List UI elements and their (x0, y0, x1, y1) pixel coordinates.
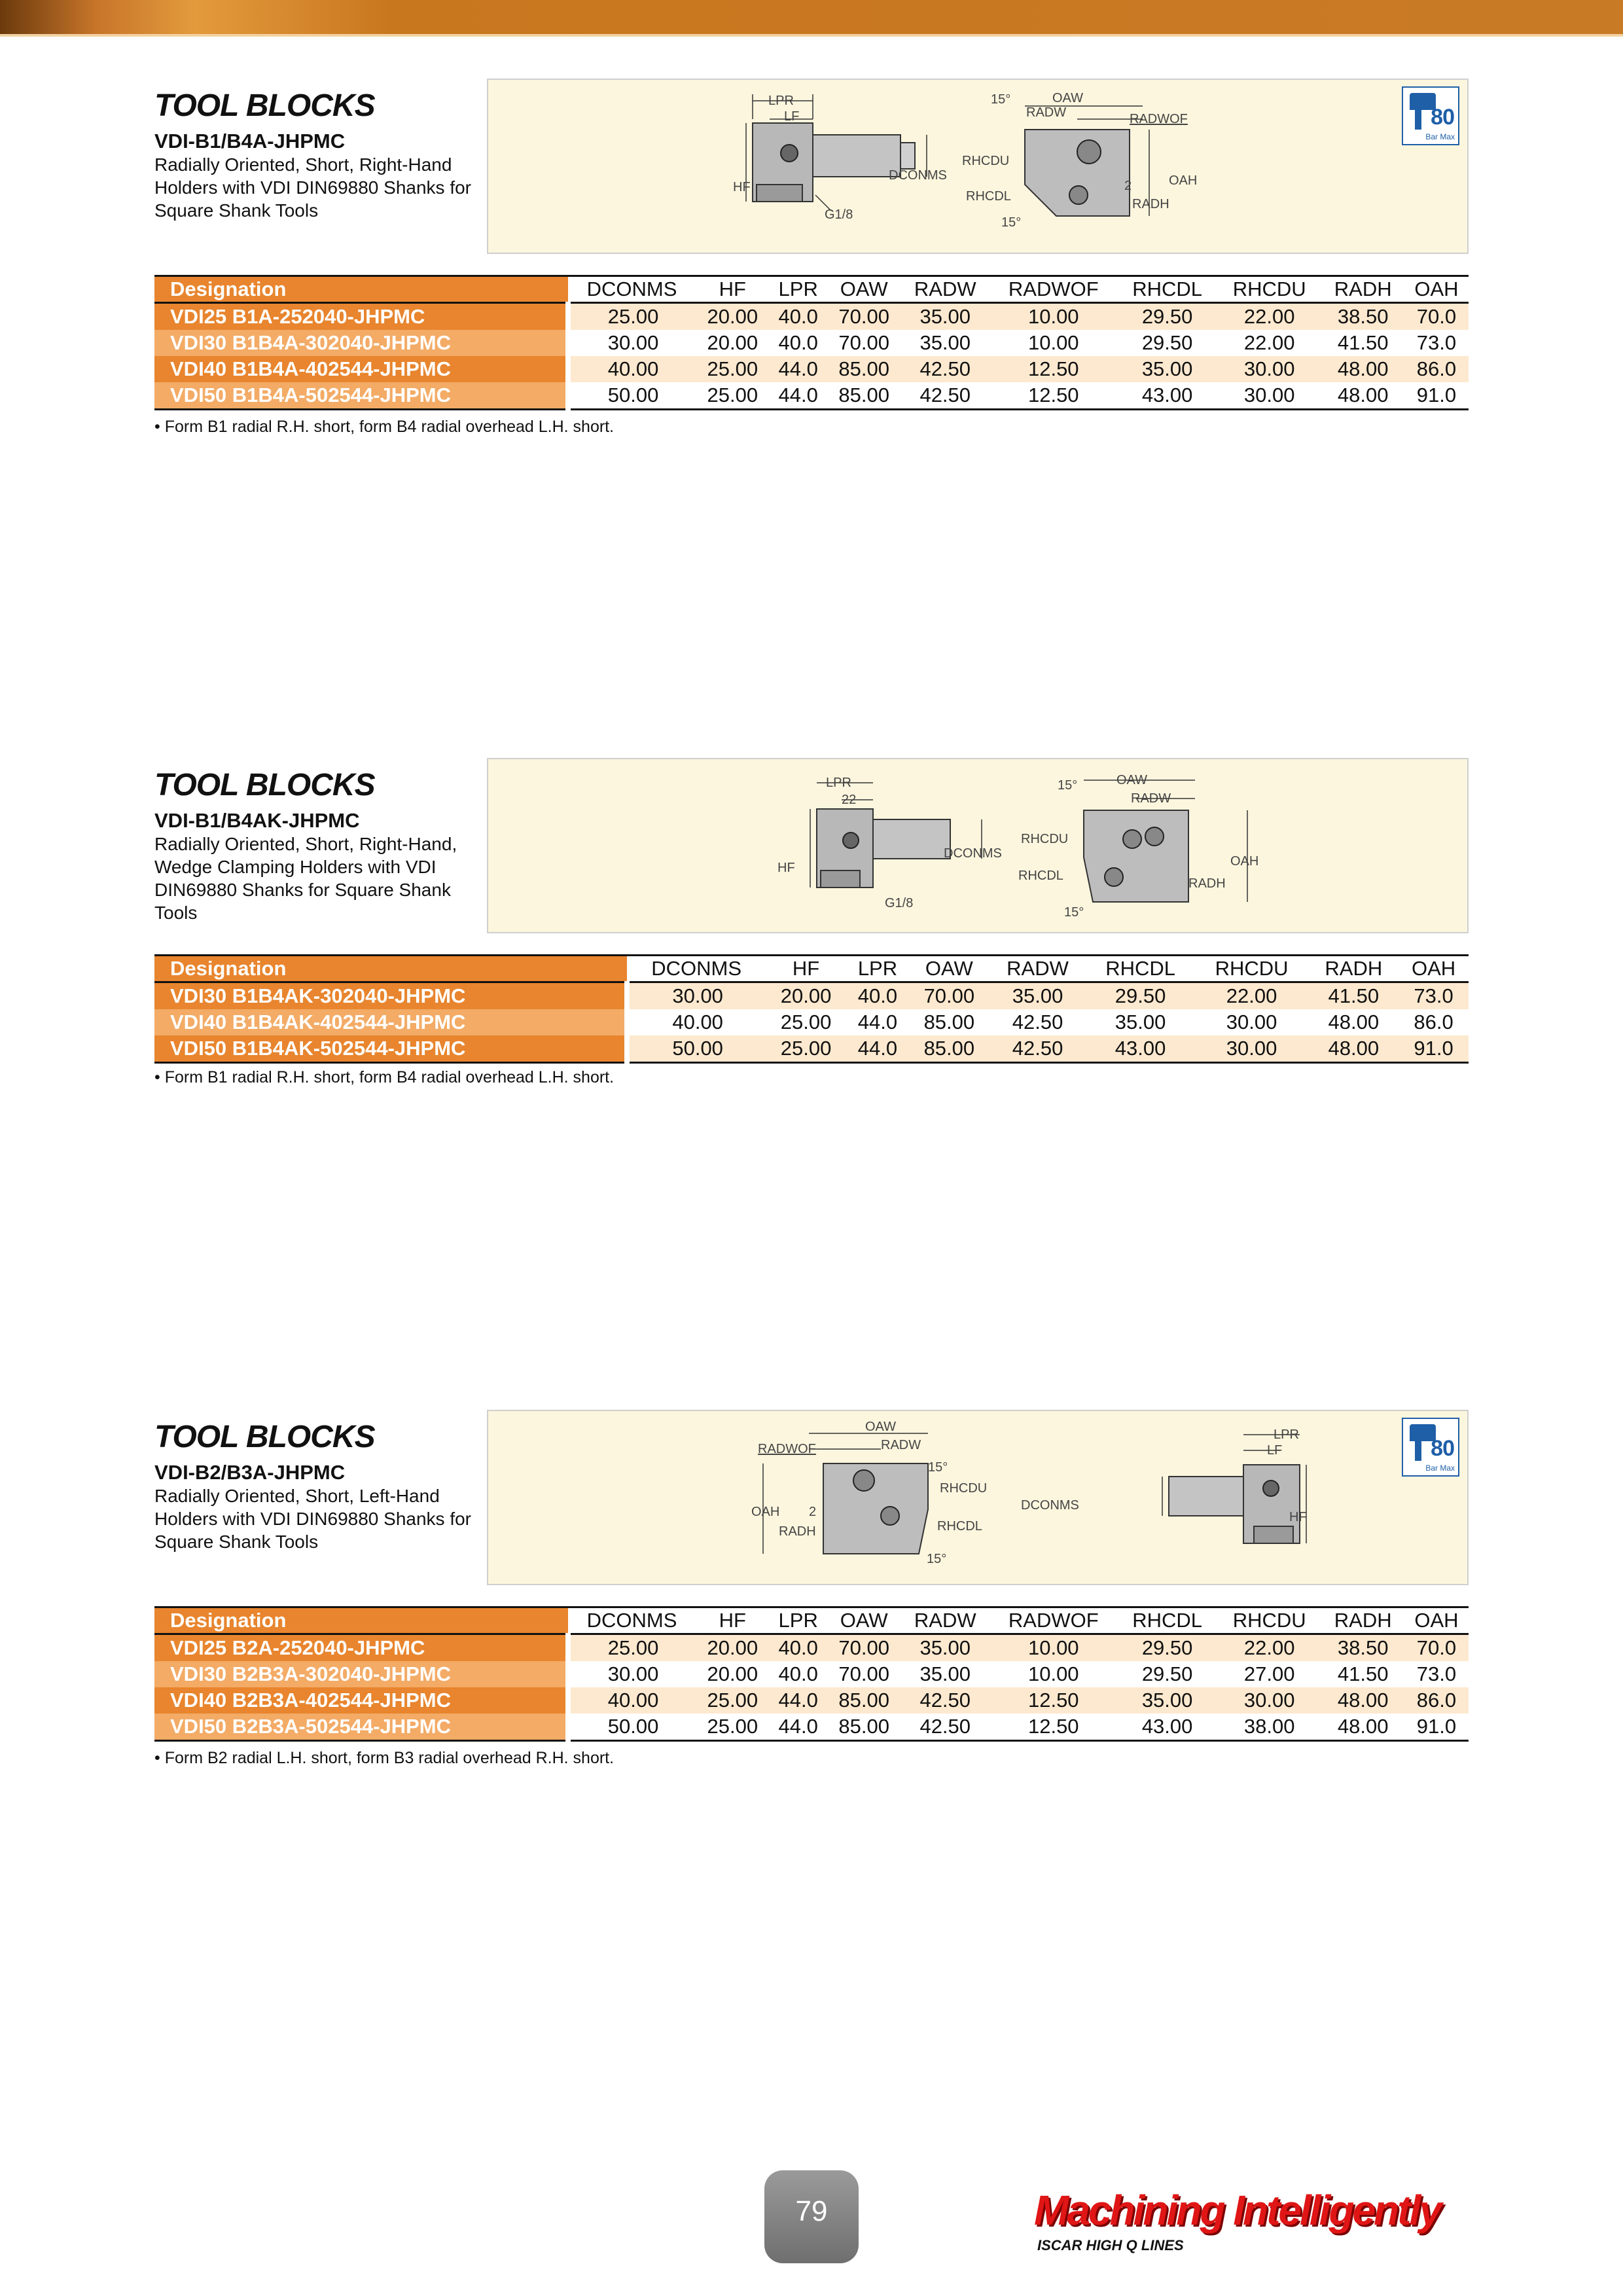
section-title: TOOL BLOCKS (154, 768, 375, 802)
column-header: RADWOF (990, 276, 1117, 303)
designation-cell: VDI50 B1B4AK-502544-JHPMC (154, 1035, 627, 1063)
designation-cell: VDI30 B2B3A-302040-JHPMC (154, 1661, 568, 1687)
dim-label: OAH (751, 1505, 780, 1519)
dim-label: 2 (1124, 179, 1132, 193)
value-cell: 44.0 (846, 1035, 909, 1063)
value-cell: 22.00 (1217, 1634, 1322, 1662)
value-cell: 22.00 (1217, 303, 1322, 331)
table-row (154, 1713, 1469, 1741)
section-description: Radially Oriented, Short, Left-Hand Holders with VDI DIN69880 Shanks for Square Shank Tools (154, 1486, 471, 1552)
column-header: LPR (846, 956, 909, 982)
designation-cell: VDI30 B1B4A-302040-JHPMC (154, 330, 568, 356)
value-cell: 43.00 (1117, 382, 1217, 410)
table-header-row (154, 1607, 1469, 1634)
coolant-pressure-badge (1402, 1418, 1459, 1477)
dim-label: G1/8 (885, 896, 914, 910)
value-cell: 35.00 (1086, 1009, 1195, 1035)
dim-label: LPR (1274, 1427, 1299, 1442)
value-cell: 30.00 (1217, 356, 1322, 382)
table-footnote: • Form B1 radial R.H. short, form B4 radial overhead L.H. short. (154, 1068, 615, 1086)
dim-label: HF (777, 861, 795, 875)
table-row (154, 330, 1469, 356)
dim-label: 15° (991, 92, 1011, 107)
coolant-pressure-badge (1402, 86, 1459, 145)
table-row (154, 1009, 1469, 1035)
value-cell: 30.00 (1195, 1009, 1309, 1035)
coolant-drop-icon (1415, 110, 1421, 130)
column-header: HF (766, 956, 846, 982)
column-header: RHCDL (1117, 276, 1217, 303)
value-cell: 20.00 (696, 303, 769, 331)
value-cell: 40.0 (769, 330, 827, 356)
section-title: TOOL BLOCKS (154, 1420, 375, 1454)
value-cell: 50.00 (568, 382, 696, 410)
dim-label: DCONMS (889, 168, 947, 183)
dim-label: HF (1289, 1510, 1307, 1524)
header-band-shadow (0, 34, 1623, 37)
dim-label: RHCDL (1018, 869, 1063, 883)
dim-label: OAH (1230, 854, 1259, 869)
spec-table (154, 1606, 1469, 1742)
designation-cell: VDI50 B2B3A-502544-JHPMC (154, 1713, 568, 1741)
value-cell: 10.00 (990, 303, 1117, 331)
value-cell: 42.50 (901, 382, 990, 410)
table-row (154, 356, 1469, 382)
dim-label: 22 (842, 793, 857, 807)
value-cell: 85.00 (909, 1009, 989, 1035)
value-cell: 40.0 (769, 1634, 827, 1662)
value-cell: 25.00 (696, 1687, 769, 1713)
value-cell: 86.0 (1404, 356, 1469, 382)
value-cell: 40.0 (769, 1661, 827, 1687)
value-cell: 70.00 (827, 1634, 901, 1662)
value-cell: 30.00 (627, 982, 766, 1010)
value-cell: 48.00 (1321, 1713, 1404, 1741)
value-cell: 41.50 (1308, 982, 1399, 1010)
technical-drawing (487, 1410, 1469, 1585)
dim-label: RHCDL (966, 189, 1011, 204)
value-cell: 12.50 (990, 1687, 1117, 1713)
value-cell: 48.00 (1321, 382, 1404, 410)
value-cell: 12.50 (990, 382, 1117, 410)
column-header: RADH (1321, 1607, 1404, 1634)
column-header: RADH (1308, 956, 1399, 982)
value-cell: 35.00 (990, 982, 1086, 1010)
section-description: Radially Oriented, Short, Right-Hand Holders with VDI DIN69880 Shanks for Square Shank Tools (154, 154, 471, 221)
table-footnote: • Form B2 radial L.H. short, form B3 radial overhead R.H. short. (154, 1749, 615, 1767)
dim-label: OAH (1169, 173, 1198, 188)
value-cell: 70.00 (827, 330, 901, 356)
value-cell: 27.00 (1217, 1661, 1322, 1687)
spec-table (154, 275, 1469, 410)
dim-label: OAW (1052, 91, 1084, 105)
value-cell: 35.00 (1117, 356, 1217, 382)
value-cell: 44.0 (769, 1713, 827, 1741)
value-cell: 91.0 (1404, 382, 1469, 410)
dim-label: RADW (1131, 791, 1171, 806)
column-header: RHCDL (1117, 1607, 1217, 1634)
column-header: DCONMS (568, 276, 696, 303)
column-header: DCONMS (627, 956, 766, 982)
value-cell: 40.00 (568, 356, 696, 382)
value-cell: 70.0 (1404, 1634, 1469, 1662)
value-cell: 25.00 (696, 382, 769, 410)
value-cell: 41.50 (1321, 330, 1404, 356)
value-cell: 50.00 (627, 1035, 766, 1063)
table-row (154, 303, 1469, 331)
column-header: RADW (901, 1607, 990, 1634)
column-header: RADWOF (990, 1607, 1117, 1634)
value-cell: 85.00 (909, 1035, 989, 1063)
dim-label: OAW (865, 1420, 897, 1434)
value-cell: 35.00 (901, 1634, 990, 1662)
value-cell: 25.00 (696, 1713, 769, 1741)
value-cell: 20.00 (696, 1634, 769, 1662)
value-cell: 29.50 (1117, 1661, 1217, 1687)
dim-label: LPR (768, 94, 794, 108)
value-cell: 20.00 (696, 330, 769, 356)
value-cell: 48.00 (1321, 356, 1404, 382)
value-cell: 22.00 (1195, 982, 1309, 1010)
value-cell: 85.00 (827, 1713, 901, 1741)
dim-label: DCONMS (944, 846, 1002, 861)
value-cell: 35.00 (901, 330, 990, 356)
value-cell: 42.50 (990, 1035, 1086, 1063)
value-cell: 30.00 (1195, 1035, 1309, 1063)
coolant-drop-icon (1415, 1441, 1421, 1461)
value-cell: 73.0 (1404, 1661, 1469, 1687)
column-header: HF (696, 276, 769, 303)
side-view-drawing (1021, 1427, 1307, 1543)
value-cell: 30.00 (1217, 382, 1322, 410)
value-cell: 38.50 (1321, 1634, 1404, 1662)
side-view-drawing (733, 94, 947, 222)
value-cell: 22.00 (1217, 330, 1322, 356)
value-cell: 35.00 (901, 1661, 990, 1687)
value-cell: 20.00 (766, 982, 846, 1010)
dim-label: RHCDU (940, 1481, 988, 1496)
header-band (0, 0, 1623, 34)
value-cell: 73.0 (1404, 330, 1469, 356)
page-number: 79 (764, 2170, 859, 2263)
value-cell: 20.00 (696, 1661, 769, 1687)
dim-label: RADH (1132, 197, 1169, 211)
value-cell: 73.0 (1399, 982, 1469, 1010)
column-header: OAH (1404, 1607, 1469, 1634)
value-cell: 40.0 (846, 982, 909, 1010)
column-header: DCONMS (568, 1607, 696, 1634)
dim-label: LPR (826, 776, 851, 790)
value-cell: 85.00 (827, 382, 901, 410)
technical-drawing (487, 758, 1469, 933)
value-cell: 42.50 (901, 356, 990, 382)
dim-label: RADWOF (1130, 112, 1188, 126)
value-cell: 25.00 (696, 356, 769, 382)
value-cell: 35.00 (1117, 1687, 1217, 1713)
column-header: RADW (990, 956, 1086, 982)
value-cell: 12.50 (990, 356, 1117, 382)
dim-label: OAW (1116, 773, 1148, 787)
value-cell: 85.00 (827, 356, 901, 382)
column-header: RHCDU (1217, 1607, 1322, 1634)
value-cell: 35.00 (901, 303, 990, 331)
column-header: Designation (154, 956, 627, 982)
badge-unit: Bar Max (1425, 1463, 1455, 1473)
value-cell: 29.50 (1086, 982, 1195, 1010)
dim-label: 15° (1058, 778, 1078, 793)
column-header: OAH (1399, 956, 1469, 982)
value-cell: 42.50 (901, 1687, 990, 1713)
value-cell: 40.00 (568, 1687, 696, 1713)
value-cell: 25.00 (766, 1009, 846, 1035)
value-cell: 44.0 (769, 356, 827, 382)
value-cell: 44.0 (769, 1687, 827, 1713)
column-header: OAW (827, 1607, 901, 1634)
dim-label: LF (1267, 1443, 1283, 1458)
value-cell: 10.00 (990, 330, 1117, 356)
designation-cell: VDI40 B1B4A-402544-JHPMC (154, 356, 568, 382)
value-cell: 42.50 (901, 1713, 990, 1741)
dim-label: G1/8 (825, 207, 853, 222)
badge-value: 80 (1431, 1436, 1454, 1461)
value-cell: 25.00 (766, 1035, 846, 1063)
badge-value: 80 (1431, 105, 1454, 130)
column-header: LPR (769, 276, 827, 303)
value-cell: 30.00 (1217, 1687, 1322, 1713)
dim-label: 15° (1001, 215, 1022, 230)
dim-label: RADW (1026, 105, 1067, 120)
value-cell: 91.0 (1399, 1035, 1469, 1063)
value-cell: 48.00 (1321, 1687, 1404, 1713)
dim-label: RADH (1188, 876, 1226, 891)
value-cell: 40.0 (769, 303, 827, 331)
dim-label: LF (784, 109, 800, 124)
front-view-drawing (1018, 773, 1258, 920)
table-row (154, 1661, 1469, 1687)
value-cell: 25.00 (568, 303, 696, 331)
column-header: RHCDU (1195, 956, 1309, 982)
value-cell: 44.0 (846, 1009, 909, 1035)
value-cell: 29.50 (1117, 1634, 1217, 1662)
section-subtitle: VDI-B1/B4A-JHPMC (154, 130, 346, 152)
section-subtitle: VDI-B2/B3A-JHPMC (154, 1461, 346, 1484)
table-row (154, 382, 1469, 410)
value-cell: 70.00 (827, 1661, 901, 1687)
value-cell: 85.00 (827, 1687, 901, 1713)
table-footnote: • Form B1 radial R.H. short, form B4 radial overhead L.H. short. (154, 418, 615, 436)
dim-label: RHCDU (962, 154, 1010, 168)
column-header: HF (696, 1607, 769, 1634)
column-header: OAW (909, 956, 989, 982)
dim-label: 15° (927, 1552, 947, 1566)
value-cell: 40.00 (627, 1009, 766, 1035)
table-header-row (154, 956, 1469, 982)
column-header: OAW (827, 276, 901, 303)
side-view-drawing (777, 776, 1002, 910)
value-cell: 44.0 (769, 382, 827, 410)
value-cell: 43.00 (1086, 1035, 1195, 1063)
badge-unit: Bar Max (1425, 132, 1455, 141)
column-header: OAH (1404, 276, 1469, 303)
value-cell: 70.00 (909, 982, 989, 1010)
value-cell: 70.00 (827, 303, 901, 331)
value-cell: 50.00 (568, 1713, 696, 1741)
dim-label: 2 (809, 1505, 817, 1519)
table-row (154, 982, 1469, 1010)
brand-subline: ISCAR HIGH Q LINES (1037, 2237, 1184, 2253)
value-cell: 86.0 (1399, 1009, 1469, 1035)
spec-table (154, 954, 1469, 1064)
value-cell: 48.00 (1308, 1009, 1399, 1035)
designation-cell: VDI30 B1B4AK-302040-JHPMC (154, 982, 627, 1010)
value-cell: 29.50 (1117, 303, 1217, 331)
value-cell: 38.00 (1217, 1713, 1322, 1741)
section-subtitle: VDI-B1/B4AK-JHPMC (154, 809, 360, 832)
value-cell: 48.00 (1308, 1035, 1399, 1063)
column-header: LPR (769, 1607, 827, 1634)
designation-cell: VDI25 B2A-252040-JHPMC (154, 1634, 568, 1662)
value-cell: 42.50 (990, 1009, 1086, 1035)
value-cell: 30.00 (568, 330, 696, 356)
column-header: RADH (1321, 276, 1404, 303)
dim-label: RHCDU (1021, 832, 1069, 846)
table-row (154, 1687, 1469, 1713)
dim-label: RADWOF (758, 1442, 816, 1456)
designation-cell: VDI40 B1B4AK-402544-JHPMC (154, 1009, 627, 1035)
dim-label: RADW (881, 1438, 921, 1452)
designation-cell: VDI40 B2B3A-402544-JHPMC (154, 1687, 568, 1713)
value-cell: 29.50 (1117, 330, 1217, 356)
technical-drawing (487, 79, 1469, 254)
value-cell: 43.00 (1117, 1713, 1217, 1741)
table-row (154, 1634, 1469, 1662)
value-cell: 91.0 (1404, 1713, 1469, 1741)
column-header: Designation (154, 1607, 568, 1634)
value-cell: 30.00 (568, 1661, 696, 1687)
dim-label: HF (733, 180, 751, 194)
column-header: RADW (901, 276, 990, 303)
section-description: Radially Oriented, Short, Right-Hand, Wedge Clamping Holders with VDI DIN69880 Shanks for Square Shank Tools (154, 834, 457, 923)
dim-label: 15° (928, 1460, 948, 1475)
dim-label: 15° (1064, 905, 1084, 920)
dim-label: RHCDL (937, 1519, 982, 1534)
brand-slogan: Machining Intelligently (1034, 2187, 1440, 2234)
value-cell: 10.00 (990, 1634, 1117, 1662)
table-header-row (154, 276, 1469, 303)
value-cell: 25.00 (568, 1634, 696, 1662)
value-cell: 38.50 (1321, 303, 1404, 331)
designation-cell: VDI25 B1A-252040-JHPMC (154, 303, 568, 331)
value-cell: 86.0 (1404, 1687, 1469, 1713)
section-title: TOOL BLOCKS (154, 88, 375, 123)
designation-cell: VDI50 B1B4A-502544-JHPMC (154, 382, 568, 410)
value-cell: 70.0 (1404, 303, 1469, 331)
value-cell: 12.50 (990, 1713, 1117, 1741)
value-cell: 10.00 (990, 1661, 1117, 1687)
front-view-drawing (751, 1420, 987, 1566)
column-header: RHCDL (1086, 956, 1195, 982)
column-header: Designation (154, 276, 568, 303)
value-cell: 41.50 (1321, 1661, 1404, 1687)
column-header: RHCDU (1217, 276, 1322, 303)
dim-label: RADH (779, 1524, 816, 1539)
table-row (154, 1035, 1469, 1063)
dim-label: DCONMS (1021, 1498, 1079, 1513)
front-view-drawing (962, 91, 1197, 230)
